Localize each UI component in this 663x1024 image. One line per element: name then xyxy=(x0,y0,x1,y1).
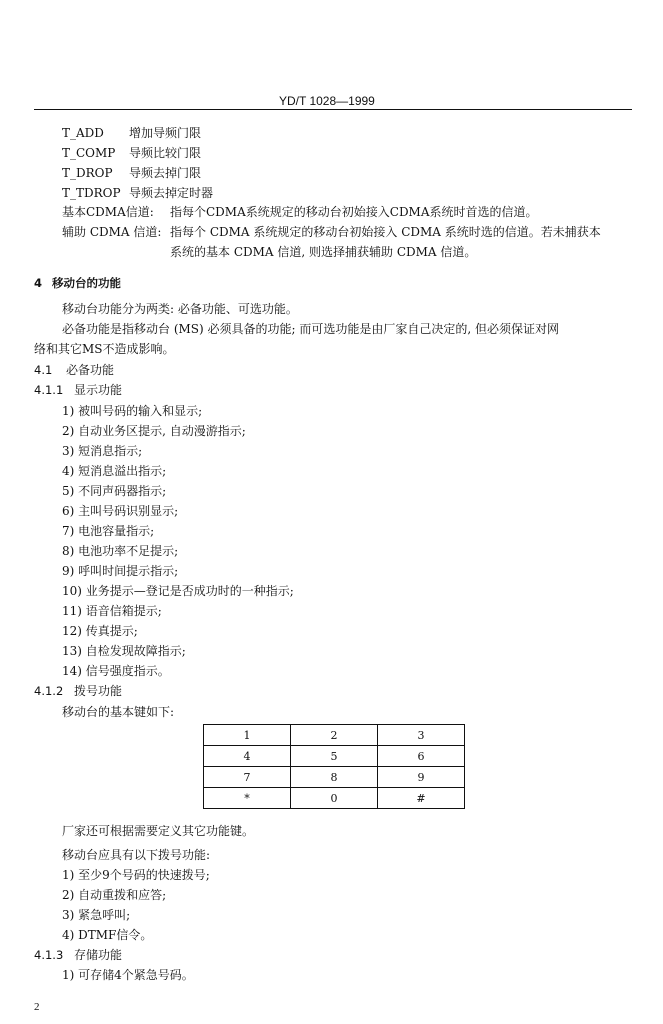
list-item: 8) 电池功率不足提示; xyxy=(62,544,179,558)
definition-text-aux-cont: 系统的基本 CDMA 信道, 则选择捕获辅助 CDMA 信道。 xyxy=(170,245,477,259)
keypad-table xyxy=(203,724,465,809)
list-item: 7) 电池容量指示; xyxy=(62,524,155,538)
list-item: 4) DTMF信令。 xyxy=(62,928,153,942)
definition-term-basic: 基本CDMA信道: xyxy=(62,205,154,219)
key-cell: 2 xyxy=(291,725,378,746)
table-row xyxy=(204,746,465,767)
table-row xyxy=(204,725,465,746)
document-header-id: YD/T 1028—1999 xyxy=(279,94,375,108)
abbrev-term: T_ADD xyxy=(62,126,104,140)
key-cell: * xyxy=(204,788,291,809)
key-cell: 9 xyxy=(378,767,465,788)
table-row xyxy=(204,767,465,788)
list-item: 5) 不同声码器指示; xyxy=(62,484,167,498)
list-item: 11) 语音信箱提示; xyxy=(62,604,162,618)
list-item: 10) 业务提示—登记是否成功时的一种指示; xyxy=(62,584,294,598)
abbrev-def: 增加导频门限 xyxy=(129,126,202,140)
key-cell: 0 xyxy=(291,788,378,809)
abbrev-term: T_COMP xyxy=(62,146,116,160)
subsection-number: 4.1.1 xyxy=(34,383,64,397)
list-item: 2) 自动业务区提示, 自动漫游指示; xyxy=(62,424,246,438)
paragraph: 移动台应具有以下拨号功能: xyxy=(62,848,211,862)
paragraph-cont: 络和其它MS不造成影响。 xyxy=(34,342,175,356)
subsection-number: 4.1.3 xyxy=(34,948,64,962)
table-row xyxy=(204,788,465,809)
list-item: 1) 被叫号码的输入和显示; xyxy=(62,404,203,418)
subsection-number: 4.1 xyxy=(34,363,53,377)
definition-text-aux: 指每个 CDMA 系统规定的移动台初始接入 CDMA 系统时选的信道。若未捕获本 xyxy=(170,225,601,239)
subsection-title: 显示功能 xyxy=(74,383,123,397)
header-rule xyxy=(34,109,632,110)
key-cell: 6 xyxy=(378,746,465,767)
abbrev-term: T_TDROP xyxy=(62,186,121,200)
paragraph: 移动台的基本键如下: xyxy=(62,705,175,719)
subsection-title: 拨号功能 xyxy=(74,684,123,698)
definition-term-aux: 辅助 CDMA 信道: xyxy=(62,225,162,239)
list-item: 14) 信号强度指示。 xyxy=(62,664,170,678)
subsection-number: 4.1.2 xyxy=(34,684,64,698)
section-number: 4 xyxy=(34,276,43,290)
definition-text-basic: 指每个CDMA系统规定的移动台初始接入CDMA系统时首选的信道。 xyxy=(170,205,538,219)
key-cell: 4 xyxy=(204,746,291,767)
list-item: 1) 可存储4个紧急号码。 xyxy=(62,968,194,982)
paragraph: 厂家还可根据需要定义其它功能键。 xyxy=(62,824,255,838)
abbrev-def: 导频比较门限 xyxy=(129,146,202,160)
page-number: 2 xyxy=(34,1001,40,1013)
section-title: 移动台的功能 xyxy=(52,276,121,290)
list-item: 4) 短消息溢出指示; xyxy=(62,464,167,478)
list-item: 13) 自检发现故障指示; xyxy=(62,644,186,658)
list-item: 1) 至少9个号码的快速拨号; xyxy=(62,868,210,882)
paragraph: 移动台功能分为两类: 必备功能、可选功能。 xyxy=(62,302,298,316)
list-item: 3) 紧急呼叫; xyxy=(62,908,131,922)
key-cell: # xyxy=(378,788,465,809)
list-item: 2) 自动重拨和应答; xyxy=(62,888,167,902)
list-item: 12) 传真提示; xyxy=(62,624,138,638)
key-cell: 1 xyxy=(204,725,291,746)
list-item: 9) 呼叫时间提示指示; xyxy=(62,564,179,578)
list-item: 3) 短消息指示; xyxy=(62,444,143,458)
key-cell: 3 xyxy=(378,725,465,746)
key-cell: 5 xyxy=(291,746,378,767)
key-cell: 7 xyxy=(204,767,291,788)
key-cell: 8 xyxy=(291,767,378,788)
abbrev-term: T_DROP xyxy=(62,166,113,180)
abbrev-def: 导频去掉定时器 xyxy=(129,186,214,200)
paragraph: 必备功能是指移动台 (MS) 必须具备的功能; 而可选功能是由厂家自己决定的, 但必须保证对网 xyxy=(62,322,559,336)
list-item: 6) 主叫号码识别显示; xyxy=(62,504,179,518)
subsection-title: 必备功能 xyxy=(66,363,115,377)
abbrev-def: 导频去掉门限 xyxy=(129,166,202,180)
subsection-title: 存储功能 xyxy=(74,948,123,962)
